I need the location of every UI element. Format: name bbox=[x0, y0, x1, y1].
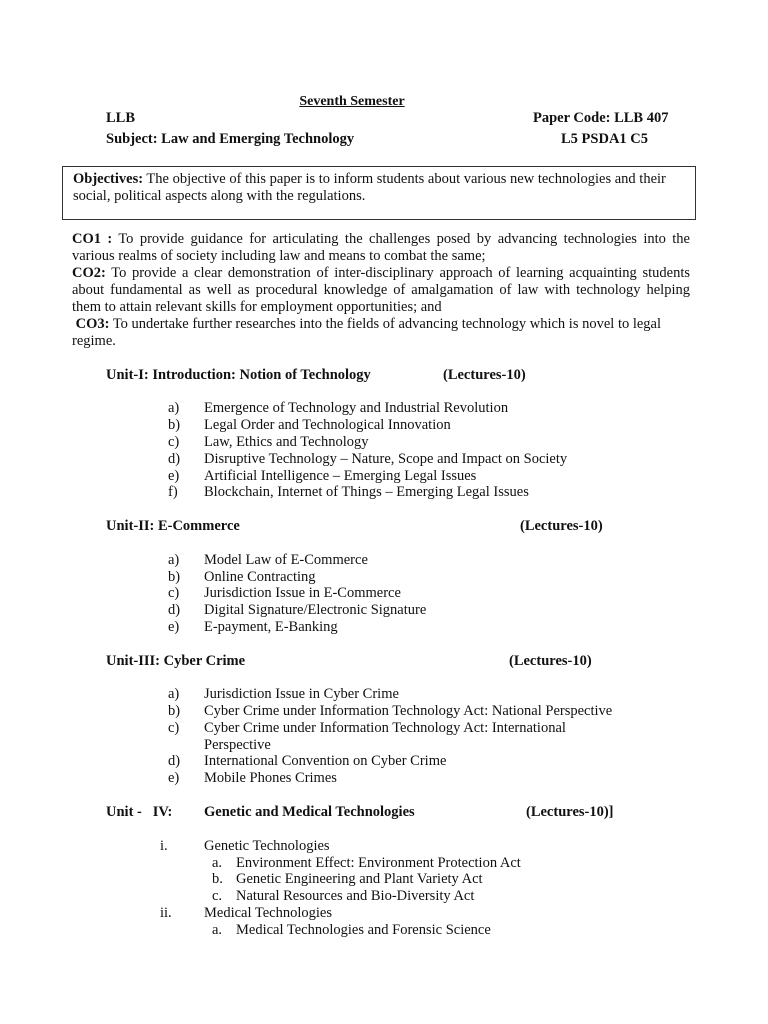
unit-1-lectures: (Lectures-10) bbox=[443, 367, 526, 383]
subject-title: Subject: Law and Emerging Technology bbox=[106, 131, 355, 147]
unit-4-lectures: (Lectures-10)] bbox=[526, 804, 614, 820]
co3: CO3: To undertake further researches into the fields of advancing technology which is novel to legal regime. bbox=[72, 316, 662, 349]
objectives-box bbox=[62, 166, 696, 220]
unit-4-prefix: Unit - IV: bbox=[106, 804, 173, 820]
unit-4-title: Genetic and Medical Technologies bbox=[204, 804, 415, 820]
unit-2-title: Unit-II: E-Commerce bbox=[106, 518, 240, 534]
program-label: LLB bbox=[106, 110, 136, 126]
co2: CO2: To provide a clear demonstration of inter-disciplinary approach of learning acquainting students about fundamental as well as procedural knowledge of amalgamation of law with technology helping them to attain relevant skills for employment opportunities; and bbox=[72, 265, 690, 315]
course-outcomes bbox=[72, 231, 690, 350]
unit-1-title: Unit-I: Introduction: Notion of Technology bbox=[106, 367, 371, 383]
unit-2-lectures: (Lectures-10) bbox=[520, 518, 603, 534]
paper-code: Paper Code: LLB 407 bbox=[533, 110, 669, 126]
level-code: L5 PSDA1 C5 bbox=[561, 131, 649, 147]
objectives-label: Objectives: bbox=[73, 171, 144, 187]
semester-title: Seventh Semester bbox=[299, 94, 405, 109]
unit-3-lectures: (Lectures-10) bbox=[509, 653, 592, 669]
unit-3-title: Unit-III: Cyber Crime bbox=[106, 653, 246, 669]
objectives-text: The objective of this paper is to inform students about various new technologies and their social, political aspects along with the regulations. bbox=[73, 171, 666, 204]
co1: CO1 : To provide guidance for articulating the challenges posed by advancing technologies into the various realms of society including law and means to combat the same; bbox=[72, 231, 690, 264]
